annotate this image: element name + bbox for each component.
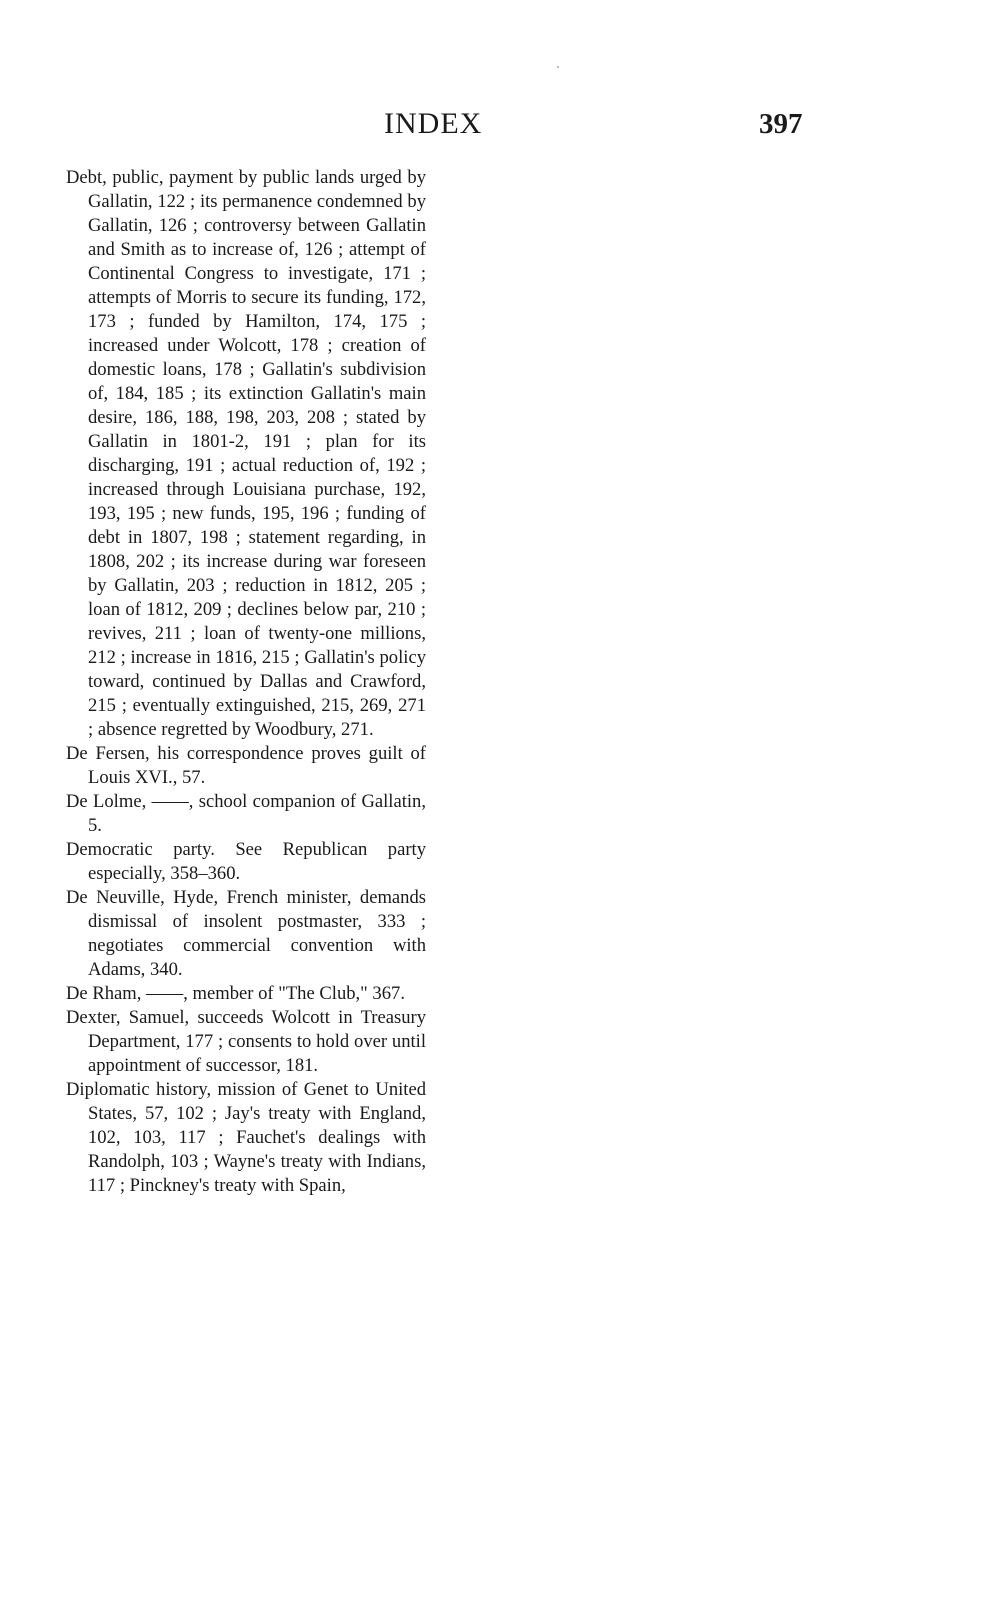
index-entry-debt-public: Debt, public, payment by public lands urged by Gallatin, 122 ; its permanence condemned by Gallatin, 126 ; controversy between Gallatin and Smith as to increase of, 126 ; attempt of Continental Congress to investigate, 171 ; attempts of Morris to secure its funding, 172, 173 ; funded by Hamilton, 174, 175 ; increased under Wolcott, 178 ; creation of domestic loans, 178 ; Gallatin's subdivision of, 184, 185 ; its extinction Gallatin's main desire, 186, 188, 198, 203, 208 ; stated by Gallatin in 1801-2, 191 ; plan for its discharging, 191 ; actual reduction of, 192 ; increased through Louisiana purchase, 192, 193, 195 ; new funds, 195, 196 ; funding of debt in 1807, 198 ; statement regarding, in 1808, 202 ; its increase during war foreseen by Gallatin, 203 ; reduction in 1812, 205 ; loan of 1812, 209 ; declines below par, 210 ; revives, 211 ; loan of twenty-one millions, 212 ; increase in 1816, 215 ; Gallatin's policy toward, continued by Dallas and Crawford, 215 ; eventually extinguished, 215, 269, 271 ; absence regretted by Woodbury, 271. (66, 167, 426, 740)
index-entry-diplomatic-history: Diplomatic history, mission of Genet to United States, 57, 102 ; Jay's treaty with England, 102, 103, 117 ; Fauchet's dealings with Randolph, 103 ; Wayne's treaty with Indians, 117 ; Pinckney's treaty with Spain, (66, 1079, 426, 1196)
index-column (66, 166, 426, 1198)
index-entry-de-fersen: De Fersen, his correspondence proves guilt of Louis XVI., 57. (66, 743, 426, 788)
page-number: 397 (759, 108, 803, 140)
page-speck (557, 66, 559, 68)
running-head-title: INDEX (384, 107, 483, 140)
index-entry-de-neuville: De Neuville, Hyde, French minister, demands dismissal of insolent postmaster, 333 ; negotiates commercial convention with Adams, 340. (66, 887, 426, 980)
index-entry-democratic-party: Democratic party. See Republican party especially, 358–360. (66, 839, 426, 884)
index-entry-dexter-samuel: Dexter, Samuel, succeeds Wolcott in Treasury Department, 177 ; consents to hold over until appointment of successor, 181. (66, 1007, 426, 1076)
running-head (0, 104, 1000, 144)
index-entry-de-lolme: De Lolme, ——, school companion of Gallatin, 5. (66, 791, 426, 836)
index-entry-de-rham: De Rham, ——, member of "The Club," 367. (66, 983, 405, 1004)
